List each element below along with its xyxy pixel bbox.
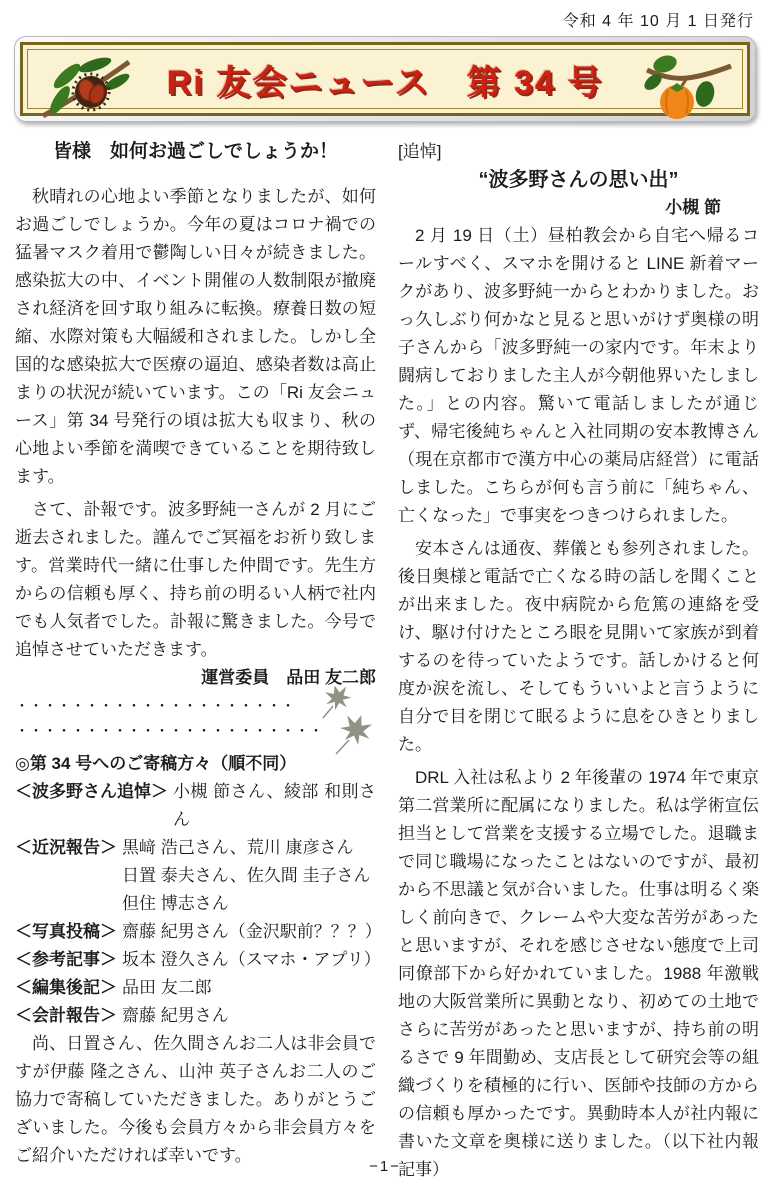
banner-frame	[20, 42, 750, 116]
contributor-names: 日置 泰夫さん、佐久間 圭子さん	[122, 866, 371, 885]
contributor-row-photo	[15, 918, 382, 946]
contributors-heading: ◎第 34 号へのご寄稿方々（順不同）	[15, 754, 297, 773]
greeting-heading: 皆様 如何お過ごしでしょうか！	[52, 141, 338, 162]
contributor-names: 黒﨑 浩己さん、荒川 康彦さん	[122, 838, 354, 857]
contributor-category: ＜波多野さん追悼＞	[15, 782, 168, 801]
greeting-paragraph: 秋晴れの心地よい季節となりましたが、如何お過ごしでしょうか。今年の夏はコロナ禍での猛暑マスク着用で鬱陶しい日々が続きました。感染拡大の中、イベント開催の人数制限が撤廃され経済を回す取り組みに転換。療養日数の短縮、水際対策も大幅緩和されました。しかし全国的な感染拡大で医療の逼迫、感染者数は高止まりの状況が続いています。この「Ri 友会ニュース」第 34 号発行の頃は拡大も収まり、秋の心地よい季節を満喫できていることを期待致します。	[15, 187, 376, 486]
contributor-names: 小槻 節さん、綾部 和則さん	[173, 782, 376, 829]
contributor-row-editorial	[15, 974, 376, 1002]
contributor-row-accounting	[15, 1002, 376, 1030]
memorial-title: “波多野さんの思い出”	[478, 169, 679, 191]
dotted-line: ・・・・・・・・・・・・・・・・・・・・・・	[15, 723, 323, 739]
dotted-divider	[15, 694, 376, 744]
contributor-row-news	[15, 834, 376, 918]
memorial-author: 小槻 節	[665, 198, 721, 217]
contributor-category: ＜写真投稿＞	[15, 922, 117, 941]
contributor-row-reference	[15, 946, 381, 974]
page-number: −1−	[369, 1158, 401, 1175]
memorial-section-tag: [追悼]	[398, 142, 442, 161]
contributor-row-memorial	[15, 778, 376, 834]
newsletter-body	[15, 138, 760, 1184]
memorial-paragraph: 安本さんは通夜、葬儀とも参列されました。後日奥様と電話で亡くなる時の話しを聞くことが出来ました。夜中病院から危篤の連絡を受け、駆け付けたところ眼を見開いて家族が到着するのを待っていたようです。話しかけると何度か涙を流し、そしてもういいよと言うように自分で目を閉じて眠るように息をひきとりました。	[398, 539, 759, 754]
newsletter-banner	[14, 36, 756, 122]
obituary-notice-paragraph: さて、訃報です。波多野純一さんが 2 月にご逝去されました。謹んでご冥福をお祈り致します。営業時代一緒に仕事した仲間です。先生方からの信頼も厚く、持ち前の明るい人柄で社内でも人気者でした。訃報に驚きました。今号で追悼させていただきます。	[15, 500, 376, 659]
memorial-paragraph: DRL 入社は私より 2 年後輩の 1974 年で東京第二営業所に配属になりました。私は学術宣伝担当として営業を支援する立場でした。退職まで同じ職場になったことはないのですが、最初から不思議と気が合いました。仕事は明るく楽しく前向きで、クレームや大変な苦労があったと思いますが、それを感じさせない態度で上司同僚部下から好かれていました。1988 年激戦地の大阪営業所に異動となり、初めての土地でさらに苦労があったと思いますが、持ち前の明るさで 9 年間勤め、支店長として研究会等の組織づくりを積極的に行い、医師や技師の方からの信頼も厚かったです。異動時本人が社内報に書いた文章を奥様に送りました。（以下社内報記事）	[398, 768, 759, 1179]
committee-signature: 運営委員 品田 友二郎	[201, 668, 376, 687]
issue-date: 令和 4 年 10 月 1 日発行	[562, 13, 754, 30]
contributor-names: 齋藤 紀男さん（金沢駅前？？？）	[122, 922, 382, 941]
memorial-paragraph: 2 月 19 日（土）昼柏教会から自宅へ帰るコールすべく、スマホを開けると LINE 新着マークがあり、波多野純一からとわかりました。おっ久しぶり何かなと見ると思いがけず奥様の明子さんから「波多野純一の家内です。年末より闘病しておりました主人が今朝他界いたしました。」との内容。驚いて電話しましたが通じず、帰宅後純ちゃんと入社同期の安本教博さん（現在京都市で漢方中心の薬局店経営）に電話しました。こちらが何も言う前に「純ちゃん、亡くなった」で事実をつきつけられました。	[398, 226, 759, 525]
contributor-category: ＜近況報告＞	[15, 838, 117, 857]
contributor-names: 坂本 澄久さん（スマホ・アプリ）	[122, 950, 381, 969]
contributor-category: ＜会計報告＞	[15, 1006, 117, 1025]
right-column	[398, 138, 759, 1184]
contributor-names: 但住 博志さん	[122, 894, 229, 913]
contributor-category: ＜編集後記＞	[15, 978, 117, 997]
contributor-names: 齋藤 紀男さん	[122, 1006, 229, 1025]
newsletter-title: Ri 友会ニュース 第 34 号	[166, 63, 604, 102]
closing-paragraph: 尚、日置さん、佐久間さんお二人は非会員ですが伊藤 隆之さん、山沖 英子さんお二人のご協力で寄稿していただきました。ありがとうございました。今後も会員方々から非会員方々をご紹介いただければ幸いです。	[15, 1034, 376, 1165]
contributor-names: 品田 友二郎	[122, 978, 212, 997]
dotted-line: ・・・・・・・・・・・・・・・・・・・・	[15, 698, 295, 714]
contributor-category: ＜参考記事＞	[15, 950, 117, 969]
maple-leaves-icon	[318, 682, 380, 771]
left-column	[15, 138, 382, 1184]
persimmon-branch-icon	[635, 50, 735, 127]
